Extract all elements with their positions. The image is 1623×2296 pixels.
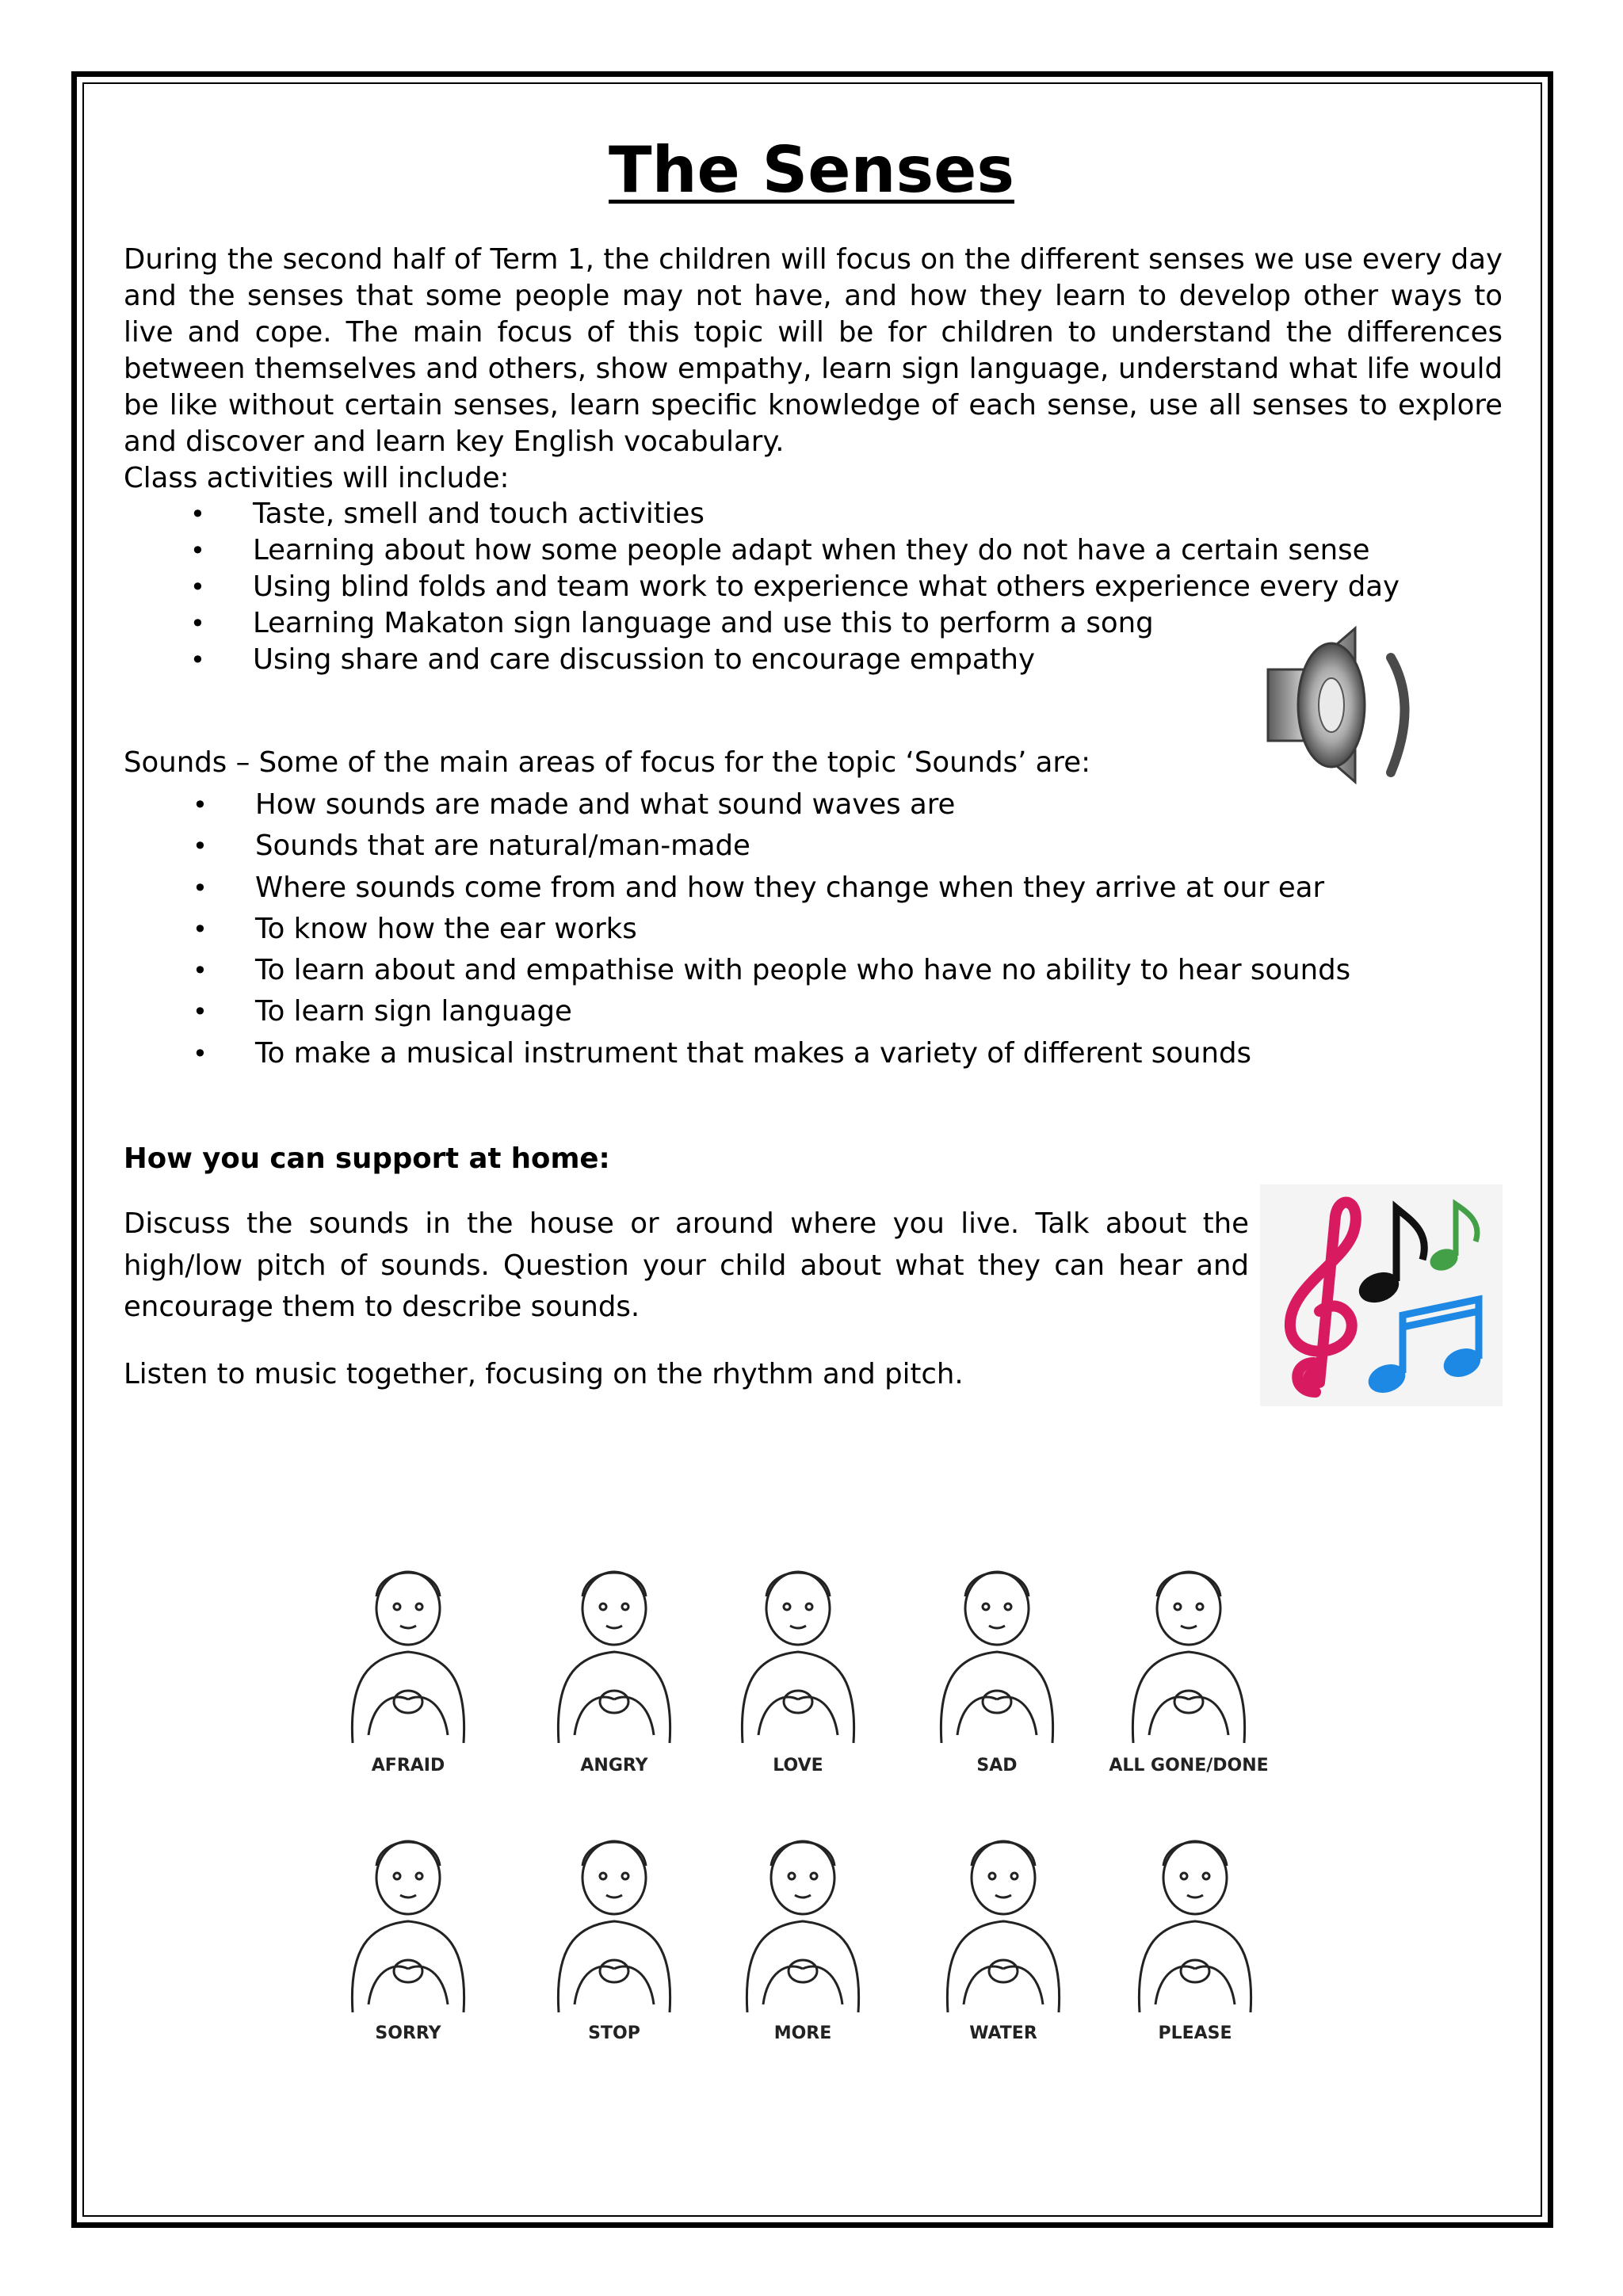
- speaker-icon: [1252, 614, 1426, 796]
- sign-figure-sorry: [352, 1841, 464, 2012]
- list-item: • Learning about how some people adapt when they do not have a certain sense: [253, 532, 1400, 569]
- sign-figure-stop: [558, 1841, 670, 2012]
- activities-list: [253, 496, 1400, 678]
- sign-figure-please: [1139, 1841, 1251, 2012]
- sign-label-angry: ANGRY: [580, 1756, 648, 1775]
- sign-label-more: MORE: [773, 2023, 832, 2043]
- sign-label-all-gone-done: ALL GONE/DONE: [1109, 1756, 1269, 1775]
- sign-figure-more: [747, 1841, 858, 2012]
- sign-label-afraid: AFRAID: [371, 1756, 445, 1775]
- list-item: • Learning Makaton sign language and use this to perform a song: [253, 605, 1400, 642]
- list-item: • To learn sign language: [255, 991, 1350, 1032]
- list-item: • To learn about and empathise with people who have no ability to hear sounds: [255, 950, 1350, 991]
- sign-label-love: LOVE: [773, 1756, 823, 1775]
- sounds-intro: Sounds – Some of the main areas of focus for the topic ‘Sounds’ are:: [124, 746, 1091, 779]
- sign-figure-angry: [558, 1572, 670, 1743]
- list-item: • To make a musical instrument that makes a variety of different sounds: [255, 1033, 1350, 1074]
- sign-label-sorry: SORRY: [375, 2023, 441, 2043]
- sounds-list: [255, 784, 1350, 1074]
- sign-figure-love: [742, 1572, 854, 1743]
- sign-label-sad: SAD: [976, 1756, 1018, 1775]
- sign-figure-all-gone-done: [1132, 1572, 1244, 1743]
- list-item: • Using share and care discussion to encourage empathy: [253, 642, 1400, 678]
- support-heading: How you can support at home:: [124, 1142, 610, 1175]
- sign-label-please: PLEASE: [1158, 2023, 1232, 2043]
- list-item: • To know how the ear works: [255, 909, 1350, 950]
- list-item: • Using blind folds and team work to experience what others experience every day: [253, 569, 1400, 605]
- sign-figure-afraid: [352, 1572, 464, 1743]
- intro-paragraph: During the second half of Term 1, the children will focus on the different senses we use every day and the senses that some people may not have, and how they learn to develop other ways to live and cope. The main focus of this topic will be for children to understand the differences between themselves and others, show empathy, learn sign language, understand what life would be like without certain senses, learn specific knowledge of each sense, use all senses to explore and discover and learn key English vocabulary.: [124, 243, 1503, 458]
- sign-label-stop: STOP: [588, 2023, 640, 2043]
- activities-heading: Class activities will include:: [124, 462, 510, 494]
- sign-figure-water: [947, 1841, 1059, 2012]
- music-notes-icon: [1260, 1184, 1503, 1406]
- list-item: • How sounds are made and what sound waves are: [255, 784, 1350, 826]
- listen-paragraph: Listen to music together, focusing on the rhythm and pitch.: [124, 1358, 964, 1390]
- page-title: The Senses: [609, 133, 1014, 207]
- makaton-signs-illustration: [317, 1521, 1284, 2060]
- sign-label-water: WATER: [969, 2023, 1037, 2043]
- list-item: • Taste, smell and touch activities: [253, 496, 1400, 532]
- list-item: • Where sounds come from and how they change when they arrive at our ear: [255, 868, 1350, 909]
- list-item: • Sounds that are natural/man-made: [255, 826, 1350, 867]
- support-paragraph: Discuss the sounds in the house or around where you live. Talk about the high/low pitch of sounds. Question your child about what they can hear and encourage them to describe sounds.: [124, 1207, 1249, 1323]
- sign-figure-sad: [941, 1572, 1052, 1743]
